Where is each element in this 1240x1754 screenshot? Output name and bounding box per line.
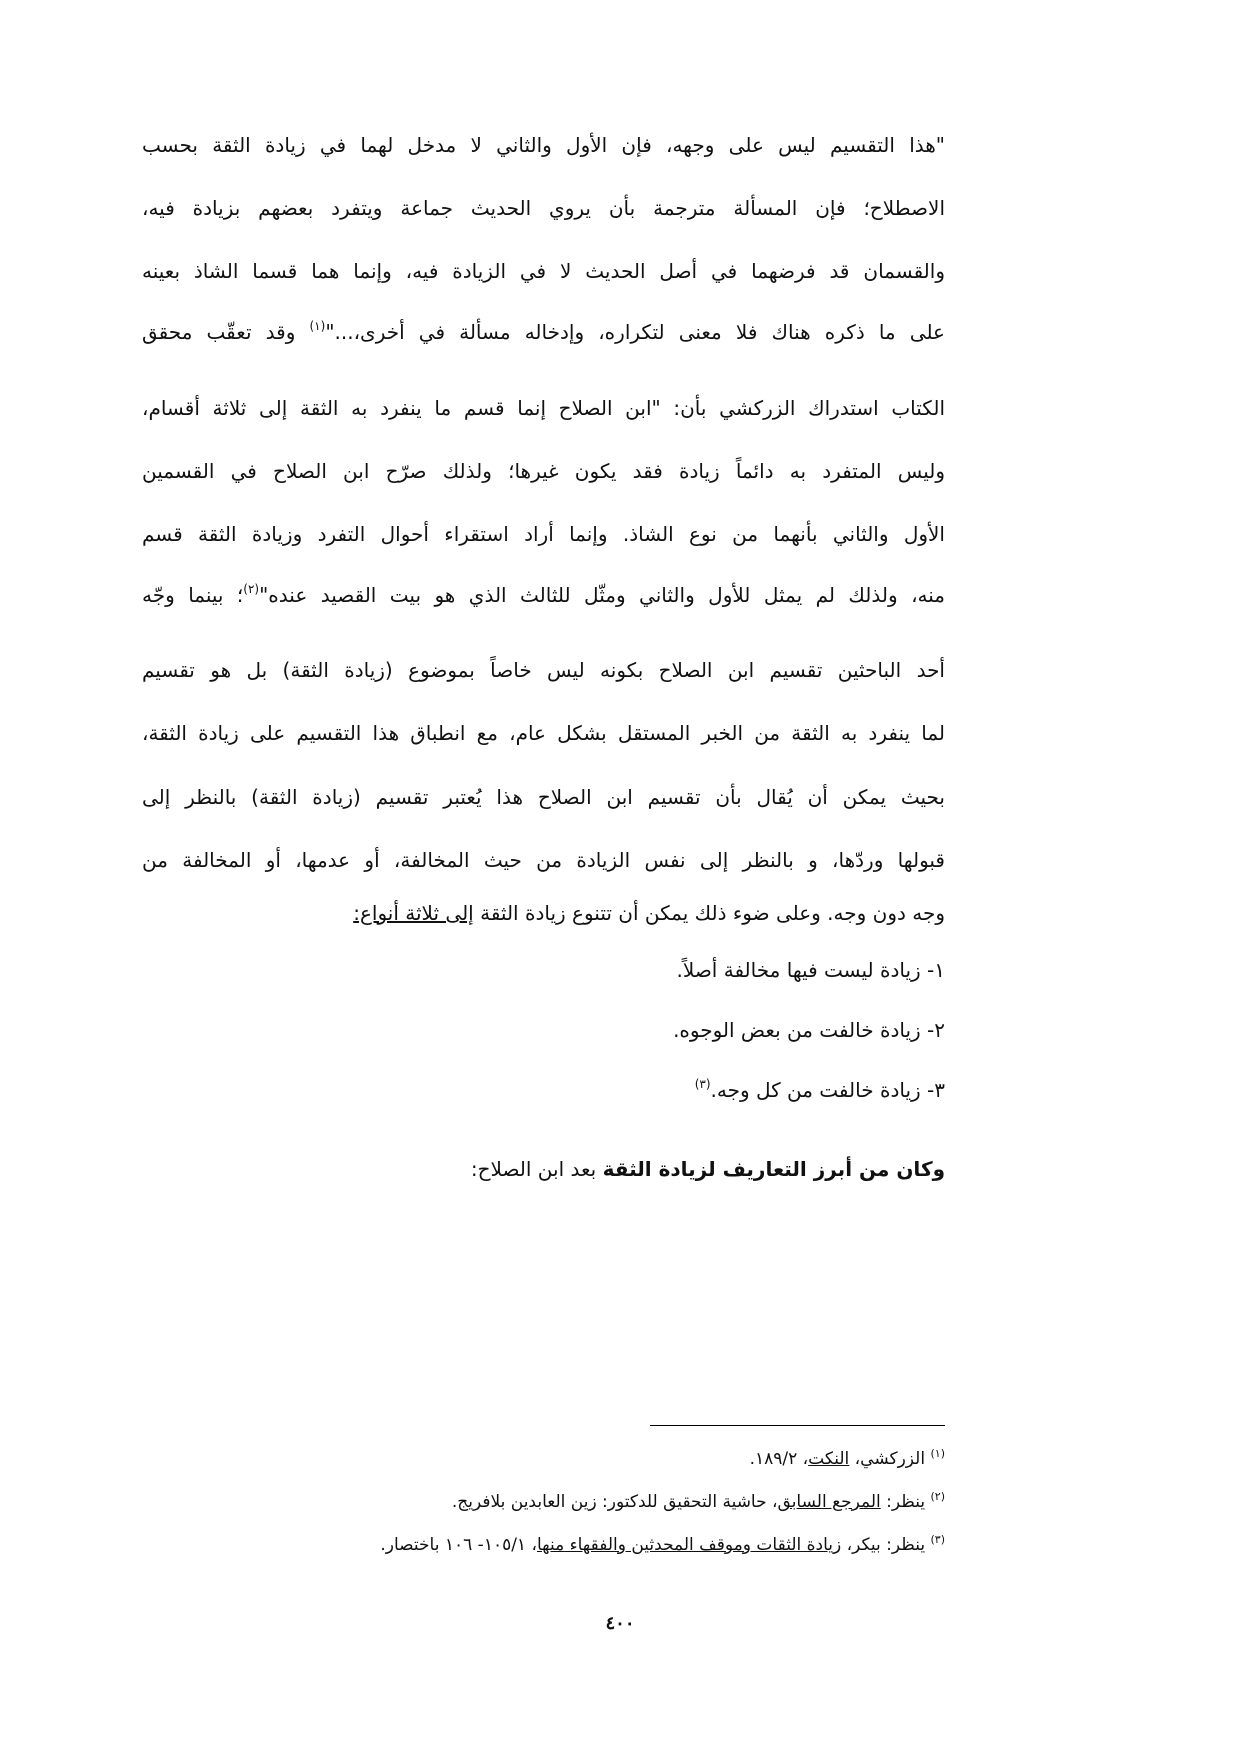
footnote-3-marker: (٣) xyxy=(930,1533,945,1546)
body-line-8 xyxy=(142,580,945,610)
body-line-4-text: على ما ذكره هناك فلا معنى لتكراره، وإدخاله مسألة في أخرى،..." xyxy=(325,320,945,344)
footnote-2 xyxy=(452,1490,945,1514)
footnote-3-title: زيادة الثقات وموقف المحدثين والفقهاء منها xyxy=(536,1535,842,1555)
body-line-10: لما ينفرد به الثقة من الخبر المستقل بشكل عام، مع انطباق هذا التقسيم على زيادة الثقة، xyxy=(142,721,945,745)
body-line-6: وليس المتفرد به دائماً زيادة فقد يكون غيرها؛ ولذلك صرّح ابن الصلاح في القسمين xyxy=(142,459,945,483)
body-line-5: الكتاب استدراك الزركشي بأن: "ابن الصلاح إنما قسم ما ينفرد به الثقة إلى ثلاثة أقسام، xyxy=(142,396,945,420)
section-heading-bold: وكان من أبرز التعاريف لزيادة الثقة xyxy=(602,1157,945,1181)
page-number: ٤٠٠ xyxy=(605,1613,635,1634)
list-item-3 xyxy=(695,1075,945,1105)
body-line-4 xyxy=(142,317,945,347)
footnote-3-suffix: ، ١٠٥/١- ١٠٦ باختصار. xyxy=(380,1535,537,1555)
footnote-ref-1: (١) xyxy=(309,319,326,333)
types-intro-underlined: إلى ثلاثة أنواع: xyxy=(353,901,474,925)
footnote-1-title: النكت xyxy=(808,1449,850,1469)
body-line-12: قبولها وردّها، و بالنظر إلى نفس الزيادة من حيث المخالفة، أو عدمها، أو المخالفة من xyxy=(142,848,945,872)
footnote-1 xyxy=(750,1447,945,1471)
body-line-8-tail: ؛ بينما وجّه xyxy=(142,583,244,607)
footnote-2-title: المرجع السابق xyxy=(777,1492,881,1512)
footnote-ref-2: (٢) xyxy=(243,582,260,596)
body-line-11: بحيث يمكن أن يُقال بأن تقسيم ابن الصلاح هذا يُعتبر تقسيم (زيادة الثقة) بالنظر إلى xyxy=(142,785,945,809)
footnote-3 xyxy=(380,1533,945,1557)
footnote-2-prefix: ينظر: xyxy=(880,1492,931,1512)
body-line-4-tail: وقد تعقّب محقق xyxy=(142,320,310,344)
footnote-1-suffix: ، ١٨٩/٢. xyxy=(749,1449,809,1469)
body-line-1: "هذا التقسيم ليس على وجهه، فإن الأول والثاني لا مدخل لهما في زيادة الثقة بحسب xyxy=(142,133,945,157)
footnote-2-marker: (٢) xyxy=(930,1490,945,1503)
body-line-7: الأول والثاني بأنهما من نوع الشاذ. وإنما أراد استقراء أحوال التفرد وزيادة الثقة قسم xyxy=(142,522,945,546)
footnote-separator xyxy=(650,1425,945,1426)
body-line-8-text: منه، ولذلك لم يمثل للأول والثاني ومثّل للثالث الذي هو بيت القصيد عنده" xyxy=(259,583,945,607)
section-heading xyxy=(471,1154,945,1184)
section-heading-rest: بعد ابن الصلاح: xyxy=(470,1157,603,1181)
body-line-13-text: وجه دون وجه. وعلى ضوء ذلك يمكن أن تتنوع زيادة الثقة xyxy=(473,901,945,925)
list-item-3-text: ٣- زيادة خالفت من كل وجه. xyxy=(710,1078,945,1102)
body-line-2: الاصطلاح؛ فإن المسألة مترجمة بأن يروي الحديث جماعة ويتفرد بعضهم بزيادة فيه، xyxy=(142,196,945,220)
footnote-2-suffix: ، حاشية التحقيق للدكتور: زين العابدين بلافريج. xyxy=(451,1492,778,1512)
footnote-1-prefix: الزركشي، xyxy=(849,1449,931,1469)
body-line-13 xyxy=(353,898,945,928)
footnote-ref-3: (٣) xyxy=(694,1077,711,1091)
footnote-3-prefix: ينظر: بيكر، xyxy=(841,1535,931,1555)
list-item-2: ٢- زيادة خالفت من بعض الوجوه. xyxy=(673,1018,945,1042)
footnote-1-marker: (١) xyxy=(930,1447,945,1460)
list-item-1: ١- زيادة ليست فيها مخالفة أصلاً. xyxy=(676,958,945,982)
body-line-3: والقسمان قد فرضهما في أصل الحديث لا في الزيادة فيه، وإنما هما قسما الشاذ بعينه xyxy=(142,259,945,283)
body-line-9: أحد الباحثين تقسيم ابن الصلاح بكونه ليس خاصاً بموضوع (زيادة الثقة) بل هو تقسيم xyxy=(142,658,945,682)
